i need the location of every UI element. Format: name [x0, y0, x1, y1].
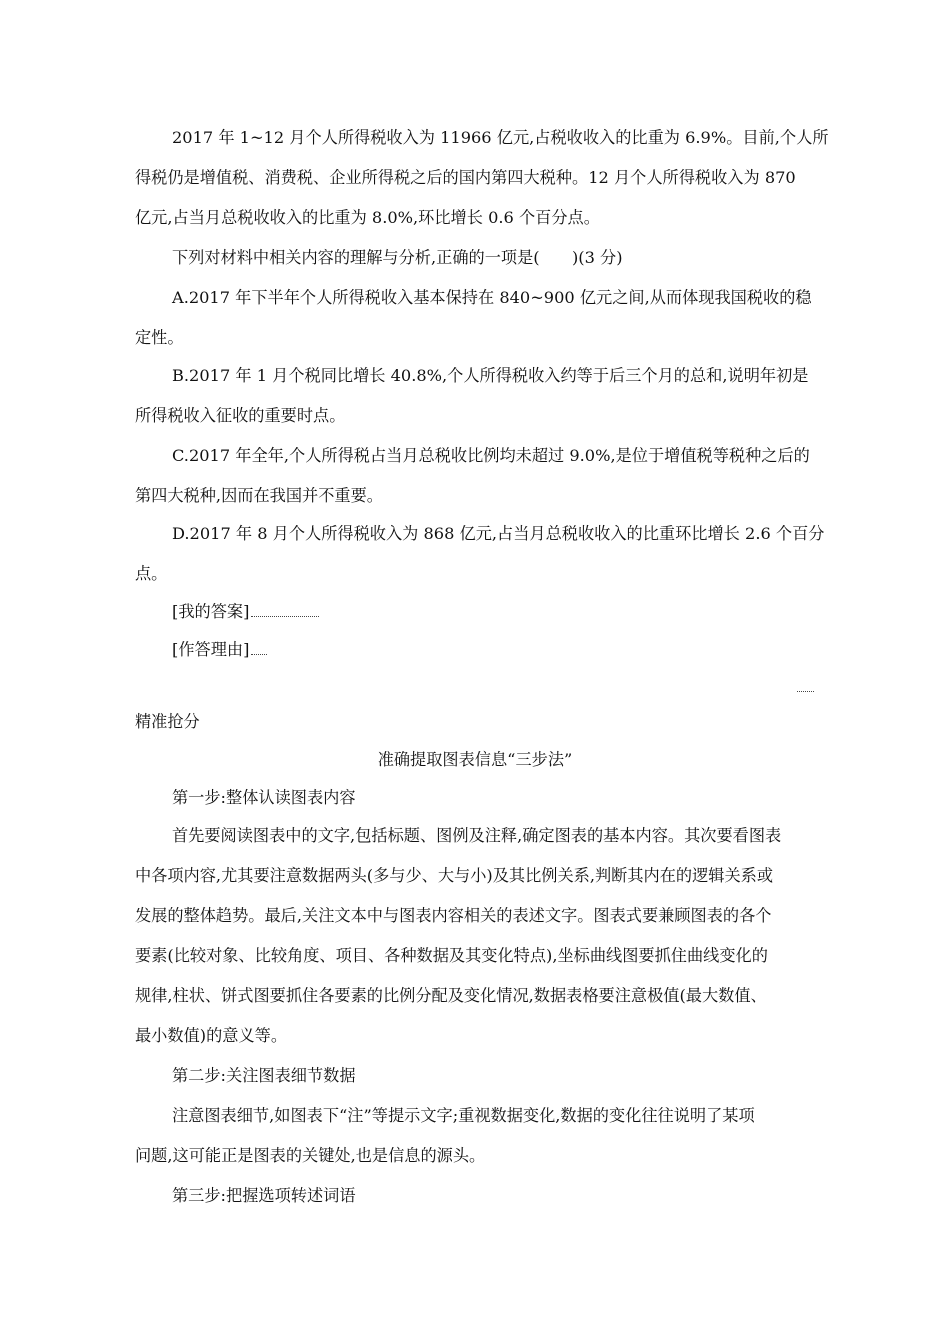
step1-line-6: 最小数值)的意义等。 [135, 1026, 288, 1045]
step3-title: 第三步:把握选项转述词语 [172, 1186, 356, 1205]
step1-line-3: 发展的整体趋势。最后,关注文本中与图表内容相关的表述文字。图表式要兼顾图表的各个 [135, 906, 772, 925]
reason-label: [作答理由] [172, 640, 250, 659]
my-answer-blank[interactable] [251, 602, 319, 617]
step2-line-2: 问题,这可能正是图表的关键处,也是信息的源头。 [135, 1146, 486, 1165]
step1-line-5: 规律,柱状、饼式图要抓住各要素的比例分配及变化情况,数据表格要注意极值(最大数值、 [135, 986, 767, 1005]
option-b-line-1: B.2017 年 1 月个税同比增长 40.8%,个人所得税收入约等于后三个月的总和,说明年初是 [172, 366, 809, 385]
option-a-line-2: 定性。 [135, 328, 184, 347]
my-answer-line [172, 602, 319, 622]
step1-line-2: 中各项内容,尤其要注意数据两头(多与少、大与小)及其比例关系,判断其内在的逻辑关系或 [135, 866, 774, 885]
material-line-2: 得税仍是增值税、消费税、企业所得税之后的国内第四大税种。12 月个人所得税收入为 870 [135, 168, 796, 187]
option-d-line-1: D.2017 年 8 月个人所得税收入为 868 亿元,占当月总税收收入的比重环比增长 2.6 个百分 [172, 524, 825, 543]
step2-title: 第二步:关注图表细节数据 [172, 1066, 356, 1085]
option-b-line-2: 所得税收入征收的重要时点。 [135, 406, 346, 425]
option-d-line-2: 点。 [135, 564, 168, 583]
my-answer-label: [我的答案] [172, 602, 250, 621]
material-line-1: 2017 年 1~12 月个人所得税收入为 11966 亿元,占税收收入的比重为 6.9%。目前,个人所 [172, 128, 829, 147]
question-stem: 下列对材料中相关内容的理解与分析,正确的一项是( )(3 分) [172, 248, 623, 267]
step1-line-1: 首先要阅读图表中的文字,包括标题、图例及注释,确定图表的基本内容。其次要看图表 [172, 826, 782, 845]
section-label: 精准抢分 [135, 712, 200, 731]
step1-line-4: 要素(比较对象、比较角度、项目、各种数据及其变化特点),坐标曲线图要抓住曲线变化的 [135, 946, 768, 965]
option-c-line-2: 第四大税种,因而在我国并不重要。 [135, 486, 383, 505]
material-line-3: 亿元,占当月总税收收入的比重为 8.0%,环比增长 0.6 个百分点。 [135, 208, 600, 227]
section-title: 准确提取图表信息“三步法” [377, 750, 573, 769]
reason-blank-continuation[interactable] [797, 683, 814, 692]
option-a-line-1: A.2017 年下半年个人所得税收入基本保持在 840~900 亿元之间,从而体现我国税收的稳 [172, 288, 812, 307]
reason-blank[interactable] [251, 640, 267, 655]
option-c-line-1: C.2017 年全年,个人所得税占当月总税收比例均未超过 9.0%,是位于增值税等税种之后的 [172, 446, 810, 465]
step1-title: 第一步:整体认读图表内容 [172, 788, 356, 807]
step2-line-1: 注意图表细节,如图表下“注”等提示文字;重视数据变化,数据的变化往往说明了某项 [172, 1106, 755, 1125]
reason-line [172, 640, 267, 660]
